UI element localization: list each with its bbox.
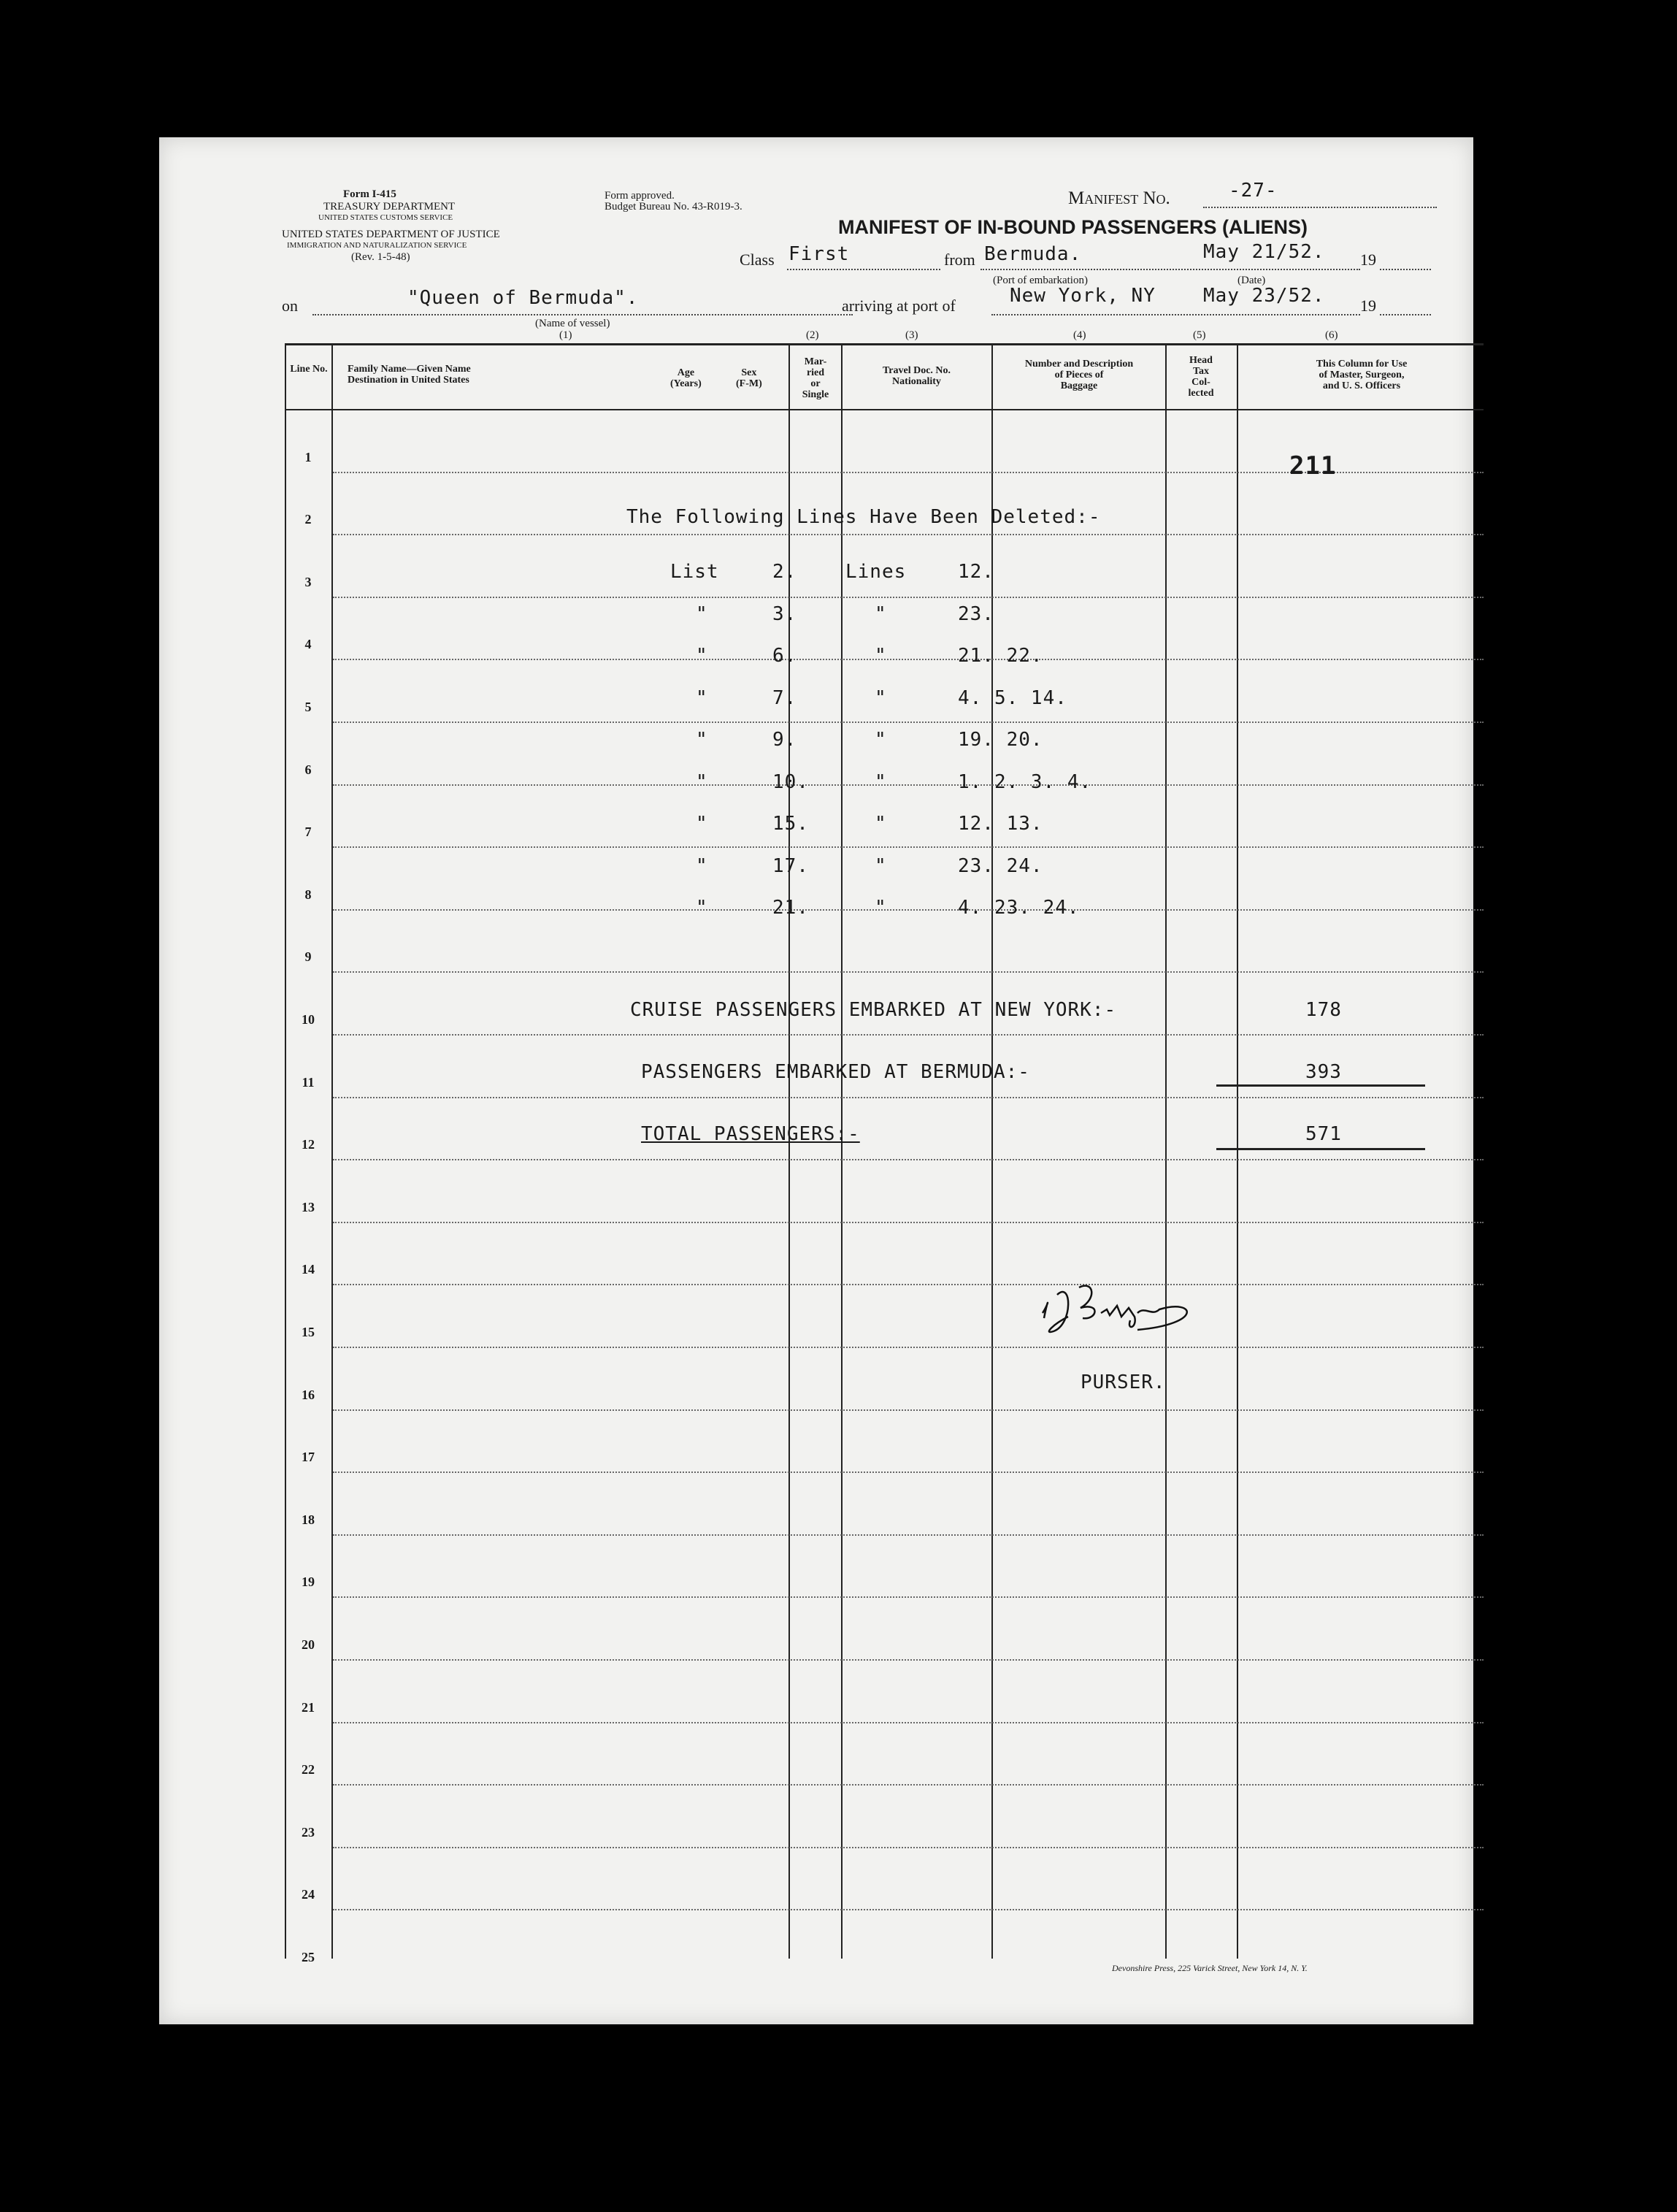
column-number-3: (3) [905, 329, 918, 341]
line-number: 7 [304, 824, 312, 840]
header-baggage: Number and Description of Pieces of Baggage [1024, 359, 1134, 391]
lines-label: Lines [845, 561, 907, 583]
row-rule [333, 597, 1484, 598]
manifest-number-label: Manifest No. [1068, 188, 1170, 208]
total-rule [1216, 1148, 1425, 1150]
from-label: from [944, 250, 975, 269]
form-number: Form I-415 [343, 188, 396, 200]
year-prefix-1: 19 [1360, 250, 1376, 269]
treasury-department: TREASURY DEPARTMENT [323, 201, 456, 213]
row-rule [333, 1222, 1484, 1223]
ditto-mark: " [696, 686, 708, 709]
ditto-mark: " [875, 854, 887, 877]
immigration-service: IMMIGRATION AND NATURALIZATION SERVICE [287, 241, 467, 250]
list-number: 6. [772, 645, 797, 667]
ditto-mark: " [696, 897, 708, 919]
header-line-no: Line No. [290, 364, 328, 375]
line-number: 25 [302, 1950, 315, 1964]
on-label: on [282, 296, 298, 315]
ditto-mark: " [875, 645, 887, 667]
column-number-5: (5) [1193, 329, 1206, 341]
list-number: 7. [772, 686, 797, 709]
list-number: 10. [772, 770, 809, 793]
header-age: Age (Years) [670, 367, 702, 389]
ditto-mark: " [696, 813, 708, 835]
line-number: 15 [302, 1325, 315, 1339]
line-number: 17 [302, 1450, 315, 1465]
bermuda-passengers-label: PASSENGERS EMBARKED AT BERMUDA:- [641, 1061, 1030, 1083]
manifest-number: -27- [1229, 180, 1278, 202]
deleted-line-numbers: 12. 13. [958, 813, 1043, 835]
arrival-date: May 23/52. [1203, 285, 1325, 307]
subtotal-rule [1216, 1084, 1425, 1087]
row-rule [333, 1659, 1484, 1661]
year-prefix-2: 19 [1360, 296, 1376, 315]
ditto-mark: " [875, 770, 887, 793]
ditto-mark: " [875, 686, 887, 709]
row-rule [333, 1097, 1484, 1098]
list-number: 21. [772, 897, 809, 919]
line-number: 2 [304, 512, 312, 527]
purser-title: PURSER. [1081, 1371, 1166, 1393]
deleted-line-numbers: 4. 23. 24. [958, 897, 1080, 919]
deleted-line-numbers: 23. 24. [958, 854, 1043, 877]
line-number: 9 [304, 949, 312, 965]
arrival-port: New York, NY [1010, 285, 1156, 307]
ditto-mark: " [875, 897, 887, 919]
ditto-mark: " [696, 645, 708, 667]
manifest-sheet [159, 137, 1473, 2024]
column-number-6: (6) [1325, 329, 1338, 341]
column-number-2: (2) [806, 329, 819, 341]
line-number: 5 [304, 700, 312, 714]
deleted-line-numbers: 12. [958, 561, 994, 583]
header-sex: Sex (F-M) [736, 367, 762, 389]
class-label: Class [740, 250, 775, 269]
list-number: 3. [772, 602, 797, 625]
cruise-passengers-label: CRUISE PASSENGERS EMBARKED AT NEW YORK:- [630, 999, 1117, 1021]
budget-bureau: Budget Bureau No. 43-R019-3. [605, 201, 742, 213]
manifest-title: MANIFEST OF IN-BOUND PASSENGERS (ALIENS) [838, 216, 1308, 238]
column-number-4: (4) [1073, 329, 1086, 341]
line-number: 23 [302, 1824, 315, 1840]
vessel-name: "Queen of Bermuda". [407, 287, 639, 309]
row-rule [333, 1347, 1484, 1348]
line-number: 6 [304, 762, 312, 777]
deleted-lines-heading: The Following Lines Have Been Deleted:- [626, 506, 1101, 528]
row-rule [333, 1596, 1484, 1598]
customs-service: UNITED STATES CUSTOMS SERVICE [318, 213, 453, 222]
ditto-mark: " [875, 813, 887, 835]
list-number: 9. [772, 729, 797, 751]
line-number: 12 [302, 1137, 315, 1152]
from-port: Bermuda. [984, 243, 1082, 265]
vessel-column-number: (1) [559, 329, 572, 341]
row-rule [333, 1034, 1484, 1036]
port-embarkation-caption: (Port of embarkation) [993, 275, 1088, 286]
table-top-border [285, 343, 1484, 345]
header-officers-use: This Column for Use of Master, Surgeon, and U. S. Officers [1316, 359, 1408, 391]
ditto-mark: " [696, 729, 708, 751]
line-number: 14 [302, 1262, 315, 1277]
line-number: 22 [302, 1762, 315, 1777]
row-rule [333, 1409, 1484, 1411]
line-number: 3 [304, 574, 312, 589]
list-number: 15. [772, 813, 809, 835]
form-revision: (Rev. 1-5-48) [351, 251, 410, 263]
row-rule [333, 1284, 1484, 1285]
ditto-mark: " [875, 602, 887, 625]
date-caption: (Date) [1237, 275, 1266, 286]
header-married: Mar- ried or Single [802, 356, 829, 400]
form-approved: Form approved. [605, 190, 675, 202]
total-passengers-label: TOTAL PASSENGERS:- [641, 1123, 860, 1145]
line-number: 24 [302, 1887, 315, 1902]
purser-signature [1028, 1273, 1210, 1346]
row-rule [333, 1472, 1484, 1473]
line-number: 10 [302, 1012, 315, 1027]
header-family-name: Family Name—Given Name Destination in United States [348, 364, 471, 386]
row-rule [333, 1909, 1484, 1910]
line-number: 20 [302, 1637, 315, 1652]
ditto-mark: " [875, 729, 887, 751]
officer-count: 211 [1289, 451, 1337, 481]
list-number: 2. [772, 561, 797, 583]
row-rule [333, 722, 1484, 723]
header-head-tax: Head Tax Col- lected [1188, 355, 1214, 399]
row-rule [333, 846, 1484, 848]
line-number: 8 [304, 887, 312, 902]
departure-date: May 21/52. [1203, 241, 1325, 263]
class-value: First [788, 243, 850, 265]
department-of-justice: UNITED STATES DEPARTMENT OF JUSTICE [282, 229, 500, 240]
header-bottom-border [285, 409, 1484, 410]
line-number: 1 [304, 449, 312, 464]
row-rule [333, 1159, 1484, 1160]
line-number: 13 [302, 1199, 315, 1214]
deleted-line-numbers: 19. 20. [958, 729, 1043, 751]
total-passengers-value: 571 [1305, 1123, 1342, 1145]
deleted-line-numbers: 23. [958, 602, 994, 625]
ditto-mark: " [696, 770, 708, 793]
deleted-line-numbers: 1. 2. 3. 4. [958, 770, 1092, 793]
list-number: 17. [772, 854, 809, 877]
row-rule [333, 1847, 1484, 1848]
line-number: 19 [302, 1574, 315, 1590]
line-number: 18 [302, 1512, 315, 1527]
arriving-label: arriving at port of [842, 296, 956, 315]
bermuda-passengers-value: 393 [1305, 1061, 1342, 1083]
line-number: 21 [302, 1699, 315, 1715]
row-rule [333, 534, 1484, 535]
row-rule [333, 1722, 1484, 1723]
printer-credit: Devonshire Press, 225 Varick Street, New York 14, N. Y. [1112, 1963, 1308, 1973]
line-number: 4 [304, 637, 312, 652]
vessel-caption: (Name of vessel) [535, 318, 610, 329]
cruise-passengers-value: 178 [1305, 999, 1342, 1021]
ditto-mark: " [696, 854, 708, 877]
deleted-line-numbers: 4. 5. 14. [958, 686, 1067, 709]
row-rule [333, 909, 1484, 911]
row-rule [333, 971, 1484, 973]
line-number: 11 [302, 1074, 315, 1090]
deleted-line-numbers: 21. 22. [958, 645, 1043, 667]
list-label: List [670, 561, 719, 583]
header-travel-doc: Travel Doc. No. Nationality [882, 365, 951, 387]
row-rule [333, 1534, 1484, 1536]
row-rule [333, 659, 1484, 660]
row-rule [333, 784, 1484, 786]
ditto-mark: " [696, 602, 708, 625]
row-rule [333, 1784, 1484, 1786]
line-number: 16 [302, 1387, 315, 1402]
